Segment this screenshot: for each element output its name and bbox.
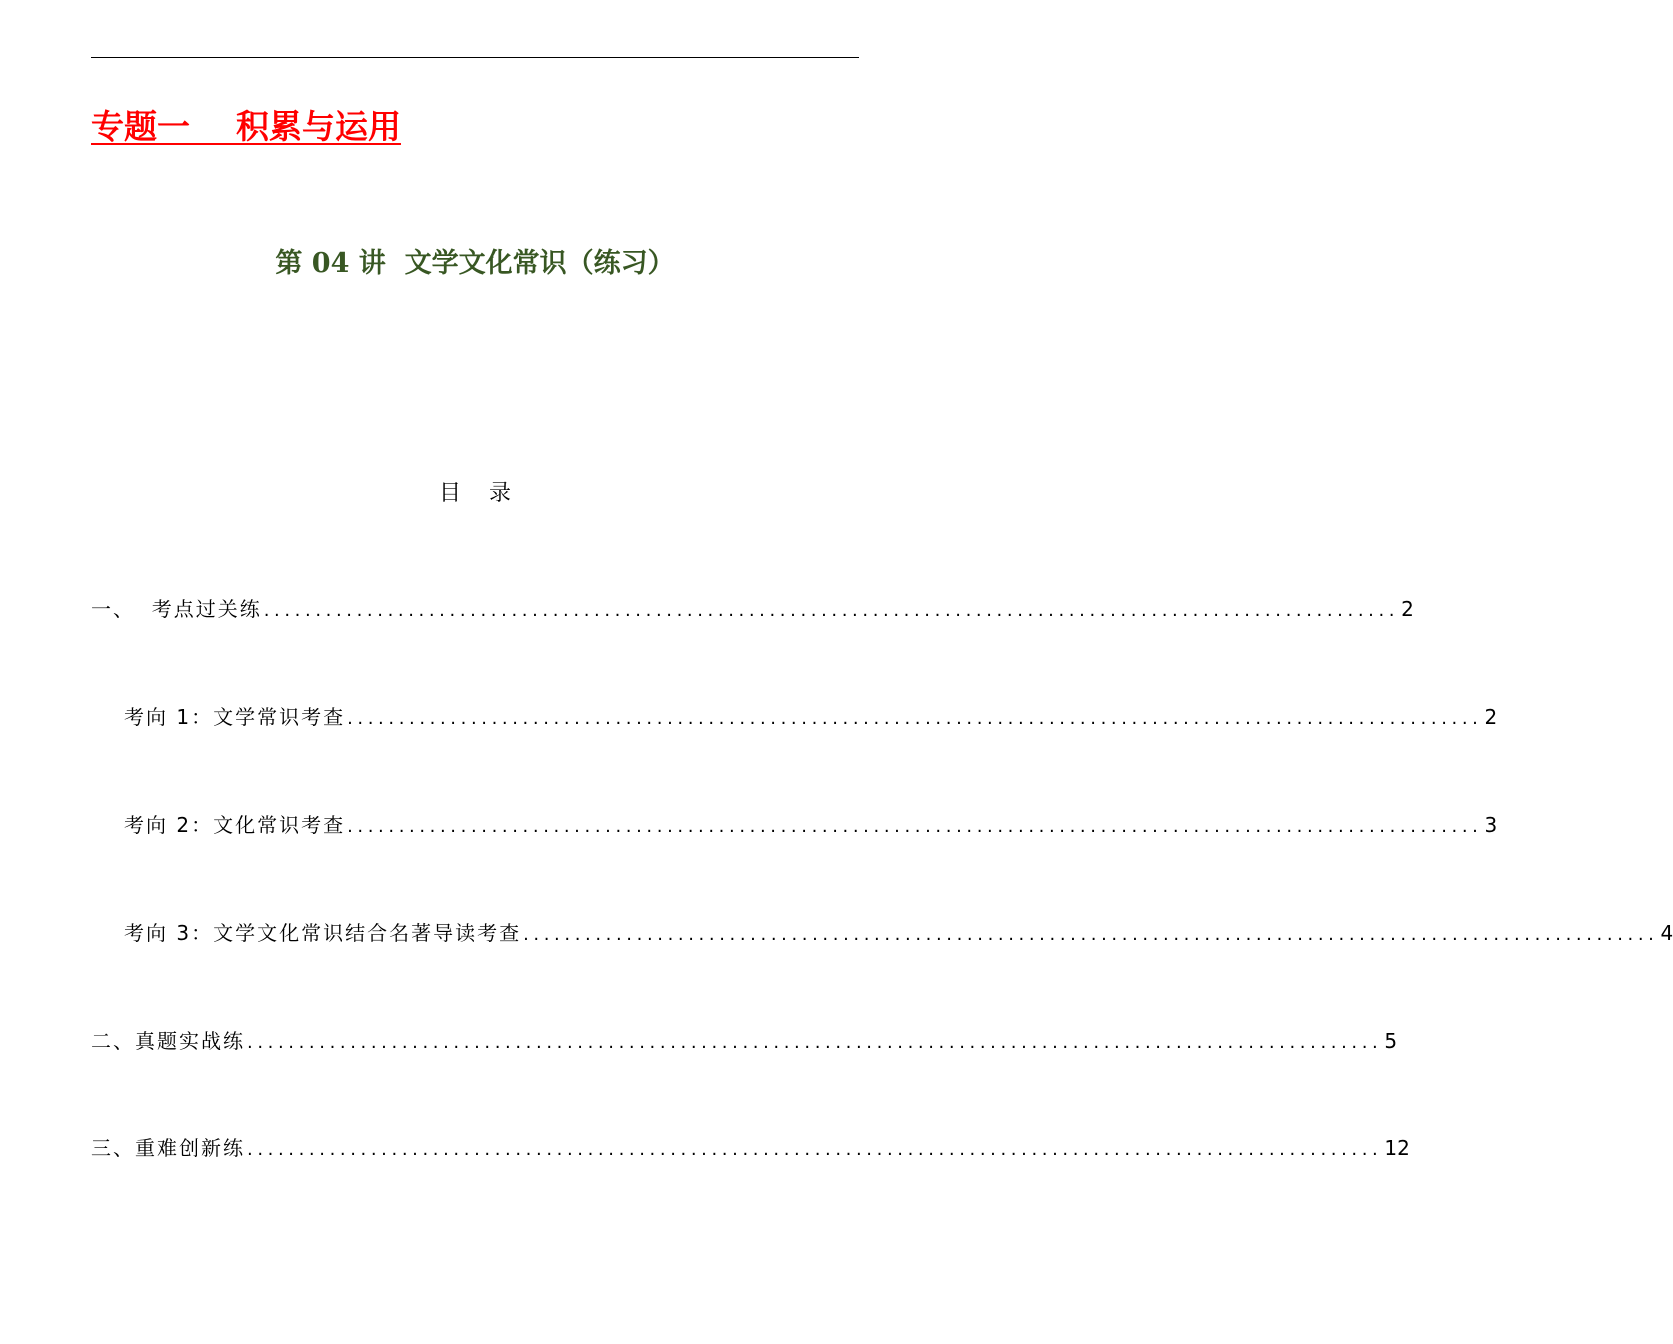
toc-entry-topic-3[interactable] bbox=[124, 915, 1673, 951]
toc-entry-label: 二、真题实战练 bbox=[91, 1029, 245, 1053]
toc-page-number: 2 bbox=[1401, 597, 1414, 621]
toc-page-number: 12 bbox=[1384, 1136, 1410, 1160]
toc-page-number: 4 bbox=[1660, 921, 1673, 945]
toc-leader-dots: .............................................................................................................. bbox=[347, 816, 1483, 837]
toc-entry-label: 三、重难创新练 bbox=[91, 1136, 245, 1160]
toc-page-number: 2 bbox=[1484, 705, 1498, 729]
toc-leader-dots: .............................................................................................................. bbox=[523, 924, 1659, 945]
toc-leader-dots: .............................................................................................................. bbox=[247, 1139, 1383, 1160]
toc-entry-section-1[interactable] bbox=[91, 591, 1414, 627]
toc-leader-dots: .............................................................................................................. bbox=[263, 600, 1400, 621]
toc-entry-topic-1[interactable] bbox=[124, 699, 1498, 735]
toc-entry-label: 考向 3：文学文化常识结合名著导读考查 bbox=[124, 921, 522, 945]
toc-heading: 目 录 bbox=[439, 481, 511, 506]
toc-page-number: 3 bbox=[1484, 813, 1498, 837]
toc-entry-label: 一、 考点过关练 bbox=[91, 597, 262, 621]
toc-leader-dots: .............................................................................................................. bbox=[247, 1032, 1383, 1053]
toc-entry-section-2[interactable] bbox=[91, 1023, 1398, 1059]
toc-entry-label: 考向 2：文化常识考查 bbox=[124, 813, 346, 837]
toc-entry-topic-2[interactable] bbox=[124, 807, 1498, 843]
toc-leader-dots: .............................................................................................................. bbox=[347, 708, 1483, 729]
toc-entry-label: 考向 1：文学常识考查 bbox=[124, 705, 346, 729]
header-rule bbox=[91, 57, 859, 58]
unit-title: 专题一 积累与运用 bbox=[91, 107, 401, 146]
toc-entry-section-3[interactable] bbox=[91, 1130, 1410, 1166]
lesson-title: 第 04 讲 文学文化常识（练习） bbox=[275, 248, 675, 279]
toc-page-number: 5 bbox=[1384, 1029, 1398, 1053]
